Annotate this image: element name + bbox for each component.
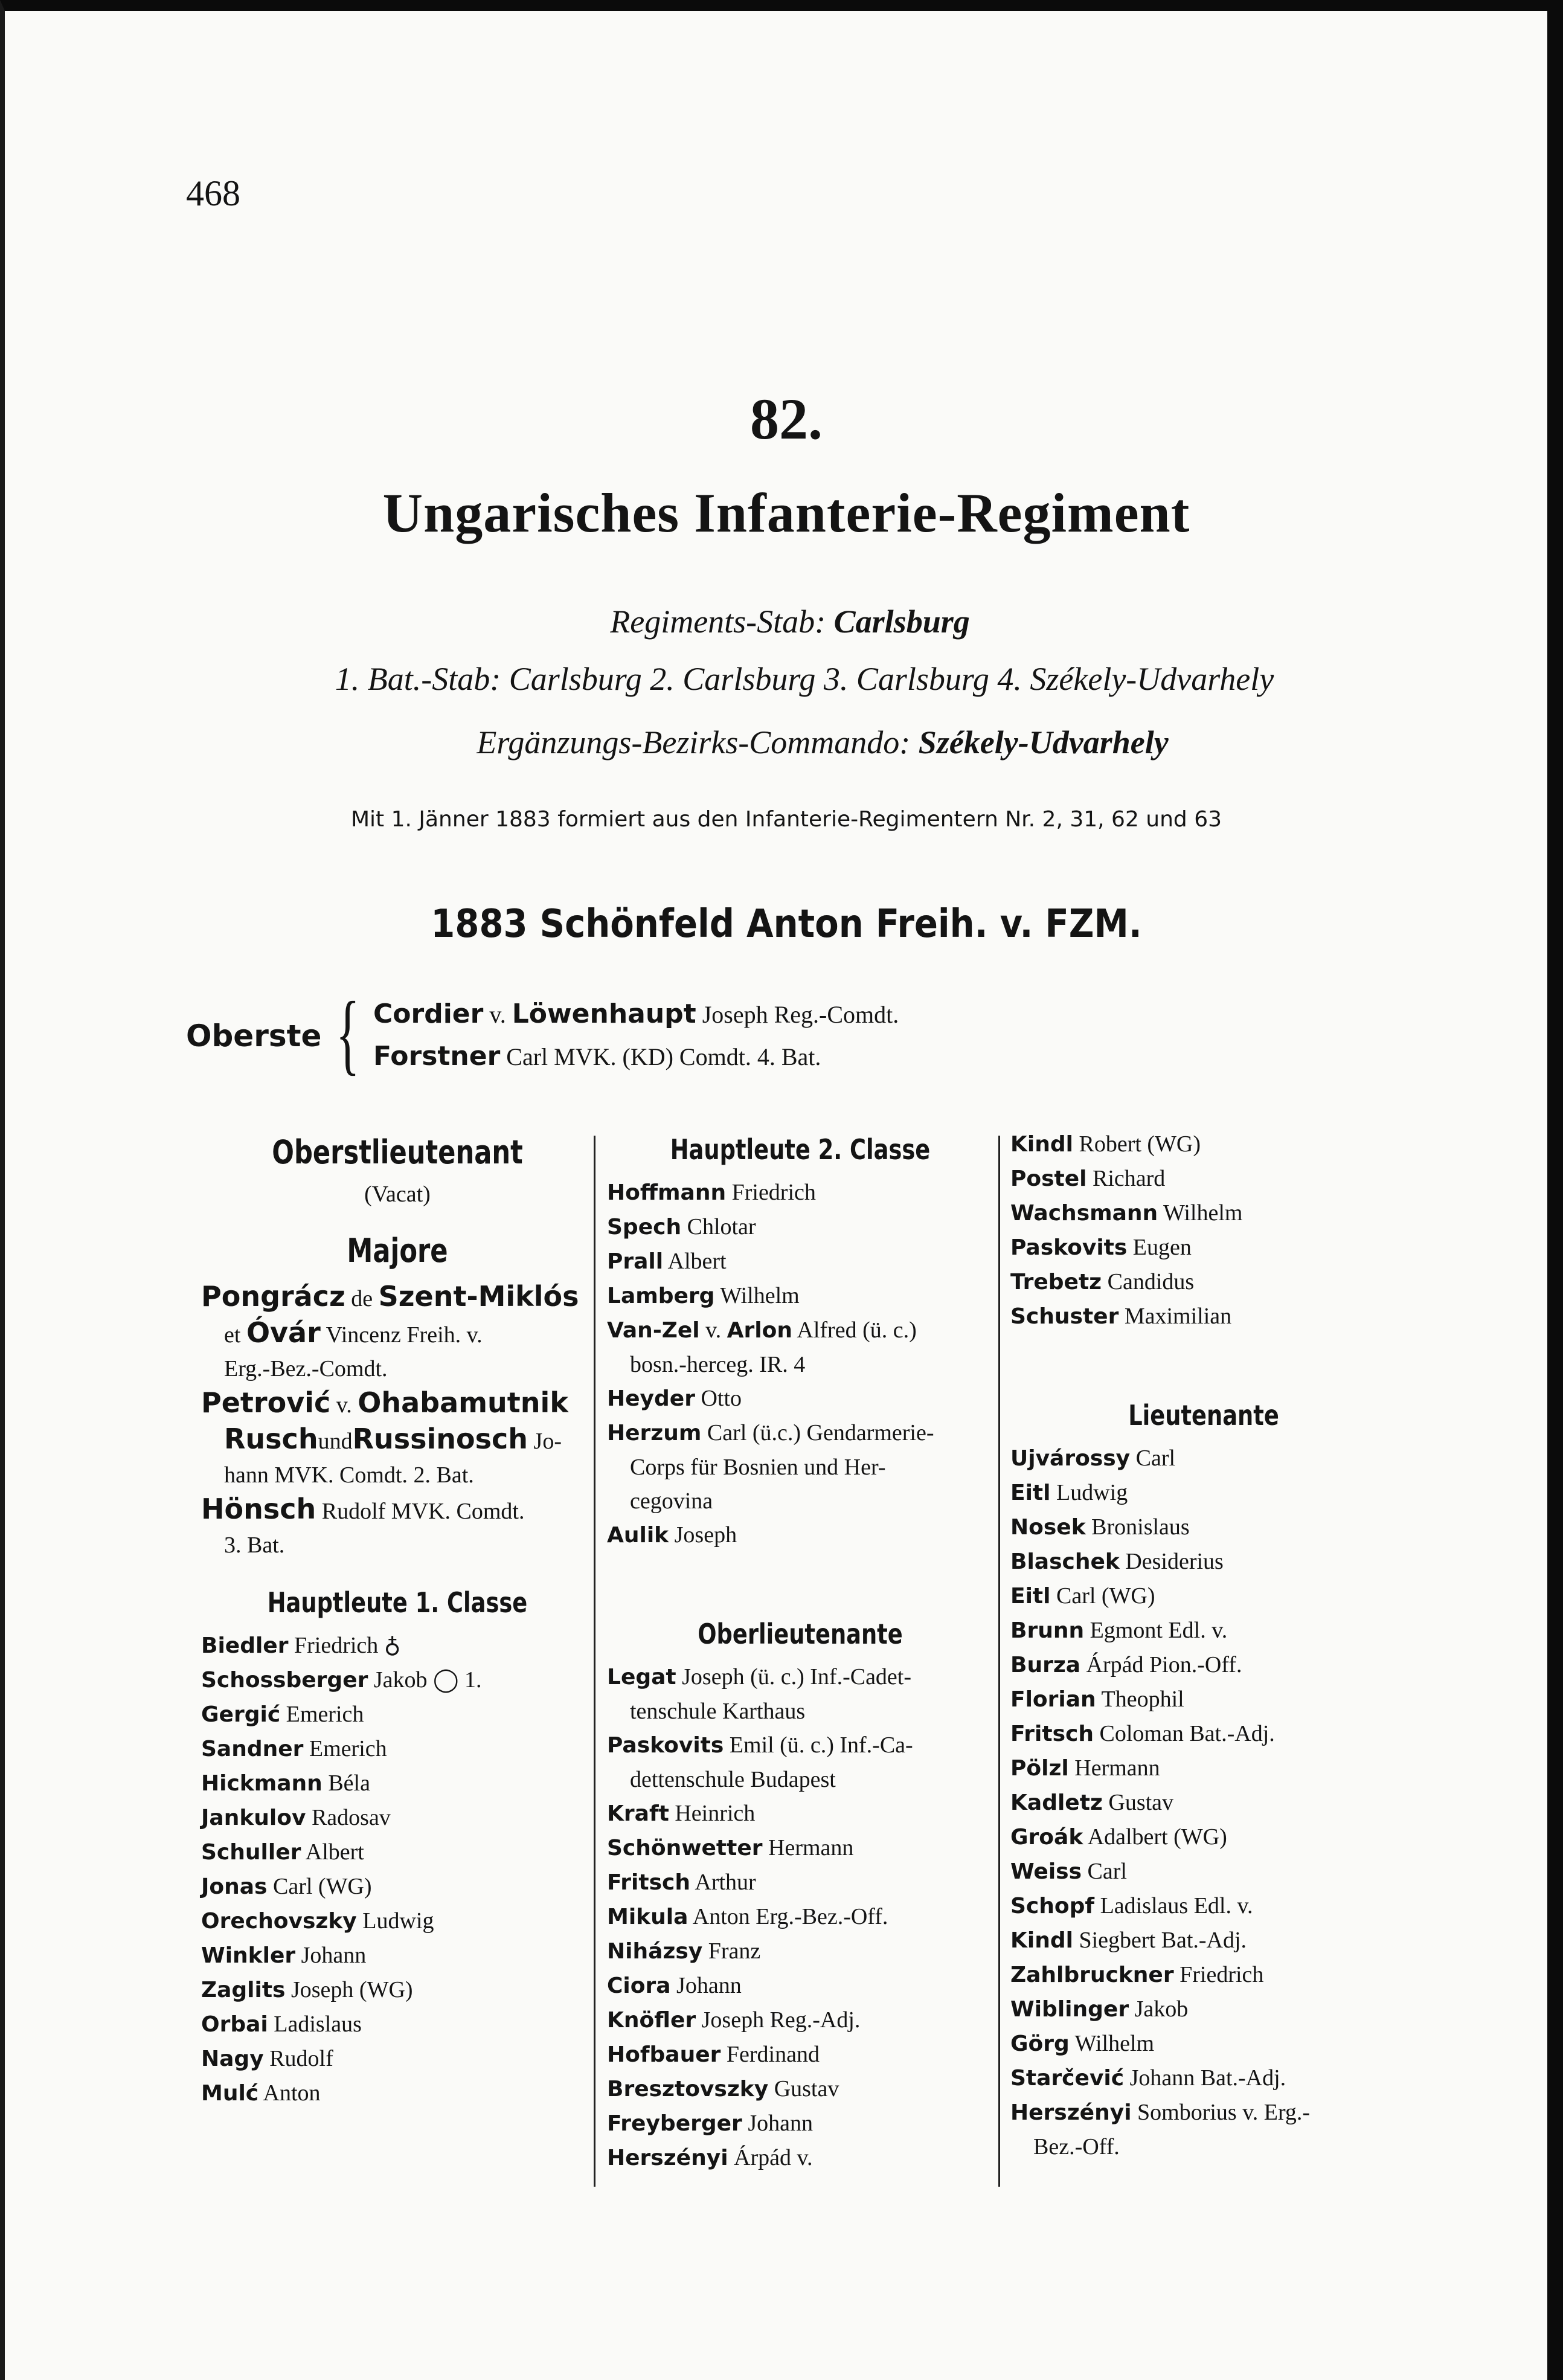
major-line: RuschundRussinosch Jo- bbox=[224, 1423, 562, 1455]
list-item: Fritsch Coloman Bat.-Adj. bbox=[1010, 1721, 1275, 1746]
list-item: Ujvárossy Carl bbox=[1010, 1446, 1176, 1471]
regiment-title: Ungarisches Infanterie-Regiment bbox=[382, 482, 1190, 544]
list-item: Kadletz Gustav bbox=[1010, 1790, 1174, 1815]
list-item: Herszényi Árpád v. bbox=[607, 2145, 813, 2170]
list-item: Aulik Joseph bbox=[607, 1522, 737, 1548]
list-item: Schopf Ladislaus Edl. v. bbox=[1010, 1893, 1253, 1918]
recruitment-label: Ergänzungs-Bezirks-Commando: bbox=[477, 724, 911, 761]
column-divider bbox=[594, 1136, 595, 2187]
oberlieutenante-continued-list bbox=[1010, 1127, 1397, 1334]
regiment-staff bbox=[307, 603, 1273, 640]
heading-hauptleute-1: Hauptleute 1. Classe bbox=[267, 1586, 528, 1619]
list-item: Paskovits Emil (ü. c.) Inf.-Ca- bbox=[607, 1732, 913, 1758]
list-item: Kraft Heinrich bbox=[607, 1801, 756, 1826]
list-item: Schuller Albert bbox=[201, 1839, 364, 1865]
hauptleute-1-list bbox=[201, 1629, 594, 2111]
list-item: Schuster Maximilian bbox=[1010, 1304, 1232, 1329]
list-item: Burza Árpád Pion.-Off. bbox=[1010, 1652, 1242, 1677]
list-item: Weiss Carl bbox=[1010, 1859, 1127, 1884]
list-item: Herszényi Somborius v. Erg.- bbox=[1010, 2100, 1311, 2125]
column-left bbox=[201, 1122, 594, 2111]
list-item: Gergić Emerich bbox=[201, 1702, 364, 1727]
list-item: Legat Joseph (ü. c.) Inf.-Cadet- bbox=[607, 1664, 912, 1690]
list-item: Freyberger Johann bbox=[607, 2111, 813, 2136]
list-item: Biedler Friedrich ♁ bbox=[201, 1633, 401, 1658]
list-item: Eitl Ludwig bbox=[1010, 1480, 1128, 1505]
staff-place: Carlsburg bbox=[833, 603, 970, 640]
oberst-entry bbox=[373, 999, 899, 1029]
list-item: Mulć Anton bbox=[201, 2080, 321, 2106]
list-item: Wiblinger Jakob bbox=[1010, 1996, 1189, 2022]
list-item: Görg Wilhelm bbox=[1010, 2031, 1155, 2056]
list-item: Jankulov Radosav bbox=[201, 1805, 391, 1830]
list-item: Ciora Johann bbox=[607, 1973, 742, 1998]
list-item: Hoffmann Friedrich bbox=[607, 1180, 816, 1205]
list-item: Mikula Anton Erg.-Bez.-Off. bbox=[607, 1904, 888, 1929]
officer-surname: Forstner bbox=[373, 1041, 501, 1072]
major-line: hann MVK. Comdt. 2. Bat. bbox=[224, 1462, 474, 1488]
oberlieutenante-list bbox=[607, 1660, 993, 2175]
column-right bbox=[1010, 1122, 1397, 2164]
list-item: Groák Adalbert (WG) bbox=[1010, 1824, 1227, 1850]
recruitment-place: Székely-Udvarhely bbox=[918, 724, 1169, 761]
list-item: Van-Zel v. Arlon Alfred (ü. c.) bbox=[607, 1317, 917, 1343]
list-item: Eitl Carl (WG) bbox=[1010, 1583, 1155, 1609]
list-item: Postel Richard bbox=[1010, 1166, 1166, 1191]
list-item: Trebetz Candidus bbox=[1010, 1269, 1195, 1295]
officer-details: Carl MVK. (KD) Comdt. 4. Bat. bbox=[506, 1043, 821, 1070]
list-item-continuation: cegovina bbox=[630, 1488, 713, 1514]
officer-surname: Cordier bbox=[373, 999, 484, 1029]
major-line: Hönsch Rudolf MVK. Comdt. bbox=[201, 1493, 525, 1525]
major-line: et Óvár Vincenz Freih. v. bbox=[224, 1316, 483, 1349]
list-item-continuation: tenschule Karthaus bbox=[630, 1699, 806, 1724]
list-item: Zaglits Joseph (WG) bbox=[201, 1977, 413, 2002]
column-middle bbox=[607, 1122, 993, 2175]
regiment-number: 82. bbox=[750, 387, 823, 451]
list-item: Nagy Rudolf bbox=[201, 2046, 333, 2071]
battalion-staffs: 1. Bat.-Stab: Carlsburg 2. Carlsburg 3. Carlsburg 4. Székely-Udvarhely bbox=[335, 661, 1274, 697]
list-item: Spech Chlotar bbox=[607, 1214, 756, 1240]
list-item: Orechovszky Ludwig bbox=[201, 1908, 434, 1934]
page-number: 468 bbox=[186, 173, 240, 213]
heading-oberlieutenante: Oberlieutenante bbox=[698, 1618, 903, 1650]
list-item: Florian Theophil bbox=[1010, 1687, 1184, 1712]
major-line: Erg.-Bez.-Comdt. bbox=[224, 1356, 388, 1381]
oberst-entry bbox=[373, 1041, 821, 1072]
list-item-continuation: Corps für Bosnien und Her- bbox=[630, 1455, 886, 1480]
list-item: Starčević Johann Bat.-Adj. bbox=[1010, 2065, 1286, 2091]
major-line: 3. Bat. bbox=[224, 1533, 285, 1558]
list-item: Schossberger Jakob ◯ 1. bbox=[201, 1667, 482, 1693]
list-item: Hofbauer Ferdinand bbox=[607, 2042, 820, 2067]
list-item: Lamberg Wilhelm bbox=[607, 1283, 800, 1308]
formation-note: Mit 1. Jänner 1883 formiert aus den Infanterie-Regimentern Nr. 2, 31, 62 und 63 bbox=[350, 807, 1222, 832]
list-item: Brunn Egmont Edl. v. bbox=[1010, 1618, 1228, 1643]
hauptleute-2-list bbox=[607, 1176, 993, 1552]
lieutenante-list bbox=[1010, 1441, 1397, 2164]
regiment-owner: 1883 Schönfeld Anton Freih. v. FZM. bbox=[431, 902, 1142, 947]
list-item: Schönwetter Hermann bbox=[607, 1835, 854, 1861]
list-item-continuation: bosn.-herceg. IR. 4 bbox=[630, 1352, 806, 1377]
major-line: Pongrácz de Szent-Miklós bbox=[201, 1280, 579, 1313]
heading-hauptleute-2: Hauptleute 2. Classe bbox=[670, 1133, 931, 1166]
list-item: Orbai Ladislaus bbox=[201, 2012, 362, 2037]
column-divider bbox=[998, 1136, 1000, 2187]
list-item: Kindl Robert (WG) bbox=[1010, 1131, 1201, 1157]
list-item: Heyder Otto bbox=[607, 1386, 742, 1411]
heading-oberstlieutenant: Oberstlieutenant bbox=[272, 1133, 523, 1171]
list-item: Kindl Siegbert Bat.-Adj. bbox=[1010, 1928, 1247, 1953]
list-item: Wachsmann Wilhelm bbox=[1010, 1200, 1243, 1226]
list-item: Blaschek Desiderius bbox=[1010, 1549, 1224, 1574]
list-item: Pölzl Hermann bbox=[1010, 1755, 1160, 1781]
list-item: Bresztovszky Gustav bbox=[607, 2076, 839, 2102]
oberste-label: Oberste bbox=[186, 1018, 322, 1053]
heading-majore: Majore bbox=[347, 1232, 448, 1270]
officer-particle: v. bbox=[489, 1001, 506, 1028]
list-item: Paskovits Eugen bbox=[1010, 1235, 1192, 1260]
list-item: Hickmann Béla bbox=[201, 1771, 370, 1796]
major-line: Petrović v. Ohabamutnik bbox=[201, 1386, 568, 1419]
list-item: Niházsy Franz bbox=[607, 1938, 761, 1964]
list-item: Knöfler Joseph Reg.-Adj. bbox=[607, 2007, 861, 2033]
list-item: Sandner Emerich bbox=[201, 1736, 387, 1761]
list-item-continuation: Bez.-Off. bbox=[1033, 2134, 1120, 2160]
list-item: Prall Albert bbox=[607, 1249, 727, 1274]
officer-details: Joseph Reg.-Comdt. bbox=[702, 1001, 899, 1028]
staff-label: Regiments-Stab: bbox=[610, 603, 826, 640]
list-item: Jonas Carl (WG) bbox=[201, 1874, 372, 1899]
recruitment-command bbox=[41, 724, 1563, 761]
heading-lieutenante: Lieutenante bbox=[1128, 1399, 1279, 1432]
oberstlieutenant-value: (Vacat) bbox=[364, 1182, 431, 1207]
officer-surname-2: Löwenhaupt bbox=[512, 999, 696, 1029]
list-item: Herzum Carl (ü.c.) Gendarmerie- bbox=[607, 1420, 934, 1446]
list-item-continuation: dettenschule Budapest bbox=[630, 1767, 836, 1792]
list-item: Fritsch Arthur bbox=[607, 1870, 756, 1895]
brace-glyph: { bbox=[336, 983, 360, 1084]
list-item: Zahlbruckner Friedrich bbox=[1010, 1962, 1264, 1987]
list-item: Nosek Bronislaus bbox=[1010, 1514, 1190, 1540]
list-item: Winkler Johann bbox=[201, 1943, 367, 1968]
